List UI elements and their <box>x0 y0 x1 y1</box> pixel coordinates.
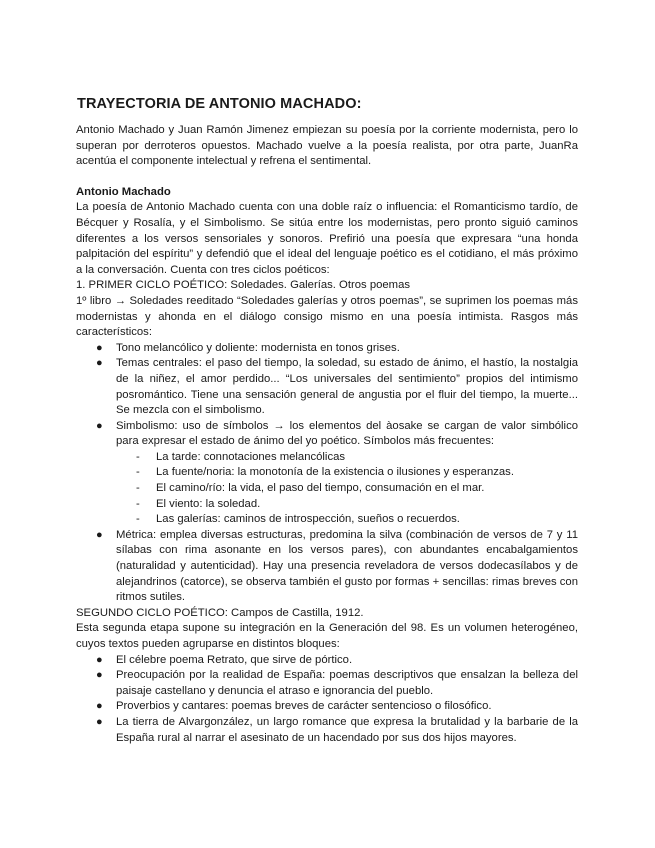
list-item-text: La tierra de Alvargonzález, un largo romance que expresa la brutalidad y la barbarie de la España rural al narrar el asesinato de un hacendado por sus dos hijos mayores. <box>116 715 578 744</box>
dash-icon: - <box>136 497 140 510</box>
list-item <box>96 699 578 715</box>
section-heading: Antonio Machado <box>76 185 171 198</box>
dash-icon: - <box>136 450 140 463</box>
list-item-text: Métrica: emplea diversas estructuras, predomina la silva (combinación de versos de 7 y 11 sílabas con rima asonante en los versos pares), con abundantes encabalgamientos (naturalidad y autenticidad). Hay una presencia reveladora de versos dodecasílabos y de alejandrinos (catorce), se observa también el gusto por formas + sencillas: rimas breves con ritmos sutiles. <box>116 528 578 604</box>
list-item <box>96 356 578 418</box>
list-item <box>136 450 578 466</box>
bullet-icon: ● <box>96 357 103 370</box>
cycle2-heading: SEGUNDO CICLO POÉTICO: Campos de Castilla, 1912. <box>76 606 364 619</box>
dash-icon: - <box>136 482 140 495</box>
list-item-text: El viento: la soledad. <box>156 497 261 510</box>
list-item <box>96 668 578 699</box>
list-item-text: Las galerías: caminos de introspección, sueños o recuerdos. <box>156 513 460 526</box>
list-item <box>96 419 578 528</box>
list-item <box>96 341 578 357</box>
list-item <box>96 528 578 606</box>
list-item-text: Simbolismo: uso de símbolos → los elementos del àosake se cargan de valor simbólico para expresar el estado de ánimo del yo poético. Símbolos más frecuentes: <box>116 419 578 448</box>
list-item <box>136 481 578 497</box>
bullet-icon: ● <box>96 653 103 666</box>
list-item-text: La fuente/noria: la monotonía de la existencia o ilusiones y esperanzas. <box>156 466 514 479</box>
cycle1-bullet-list <box>76 341 578 606</box>
document-title: TRAYECTORIA DE ANTONIO MACHADO: <box>77 96 362 112</box>
bullet-icon: ● <box>96 341 103 354</box>
cycle2-bullet-list <box>76 653 578 747</box>
list-item-text: Temas centrales: el paso del tiempo, la soledad, su estado de ánimo, el hastío, la nostalgia de la niñez, el amor perdido... “Los universales del sentimiento” propios del intimismo posromántico. Tiene una sensación general de angustia por el fluir del tiempo, la muerte... Se mezcla con el simbolismo. <box>116 357 578 417</box>
list-item <box>136 465 578 481</box>
bullet-icon: ● <box>96 715 103 728</box>
list-item <box>136 497 578 513</box>
section-paragraph: La poesía de Antonio Machado cuenta con una doble raíz o influencia: el Romanticismo tardío, de Bécquer y Rosalía, y el Simbolismo. Se sitúa entre los modernistas, pero pronto siguió caminos diferentes a los versos sensoriales y sonoros. Prefirió una poesía que expresara “una honda palpitación del espíritu” y defendió que el ideal del lenguaje poético es el cotidiano, el más próximo a la conversación. Cuenta con tres ciclos poéticos: <box>76 201 578 276</box>
list-item-text: Preocupación por la realidad de España: poemas descriptivos que ensalzan la belleza del paisaje castellano y denuncia el atraso e ignorancia del pueblo. <box>116 669 578 697</box>
list-item <box>136 512 578 528</box>
cycle1-heading: 1. PRIMER CICLO POÉTICO: Soledades. Galerías. Otros poemas <box>76 279 411 292</box>
list-item-text: Proverbios y cantares: poemas breves de carácter sentencioso o filosófico. <box>116 700 492 713</box>
document-body <box>76 123 578 746</box>
list-item-text: El camino/río: la vida, el paso del tiempo, consumación en el mar. <box>156 482 485 495</box>
bullet-icon: ● <box>96 528 103 541</box>
bullet-icon: ● <box>96 419 103 432</box>
cycle1-paragraph: 1º libro → Soledades reeditado “Soledades galerías y otros poemas”, se suprimen los poemas más modernistas y ahonda en el diálogo consigo mismo en una poesía intimista. Rasgos más característicos: <box>76 294 578 339</box>
bullet-icon: ● <box>96 669 103 682</box>
list-item-text: La tarde: connotaciones melancólicas <box>156 450 346 463</box>
dash-icon: - <box>136 466 140 479</box>
symbols-list <box>116 450 578 528</box>
cycle2-paragraph: Esta segunda etapa supone su integración en la Generación del 98. Es un volumen heterogéneo, cuyos textos pueden agruparse en distintos bloques: <box>76 622 578 650</box>
list-item-text: Tono melancólico y doliente: modernista en tonos grises. <box>116 341 400 354</box>
list-item-text: El célebre poema Retrato, que sirve de pórtico. <box>116 653 353 666</box>
list-item <box>96 653 578 669</box>
dash-icon: - <box>136 513 140 526</box>
bullet-icon: ● <box>96 700 103 713</box>
list-item <box>96 715 578 746</box>
intro-paragraph: Antonio Machado y Juan Ramón Jimenez empiezan su poesía por la corriente modernista, pero lo superan por derroteros opuestos. Machado vuelve a la poesía realista, por otra parte, JuanRa acentúa el componente intelectual y refrena el sentimental. <box>76 124 578 168</box>
